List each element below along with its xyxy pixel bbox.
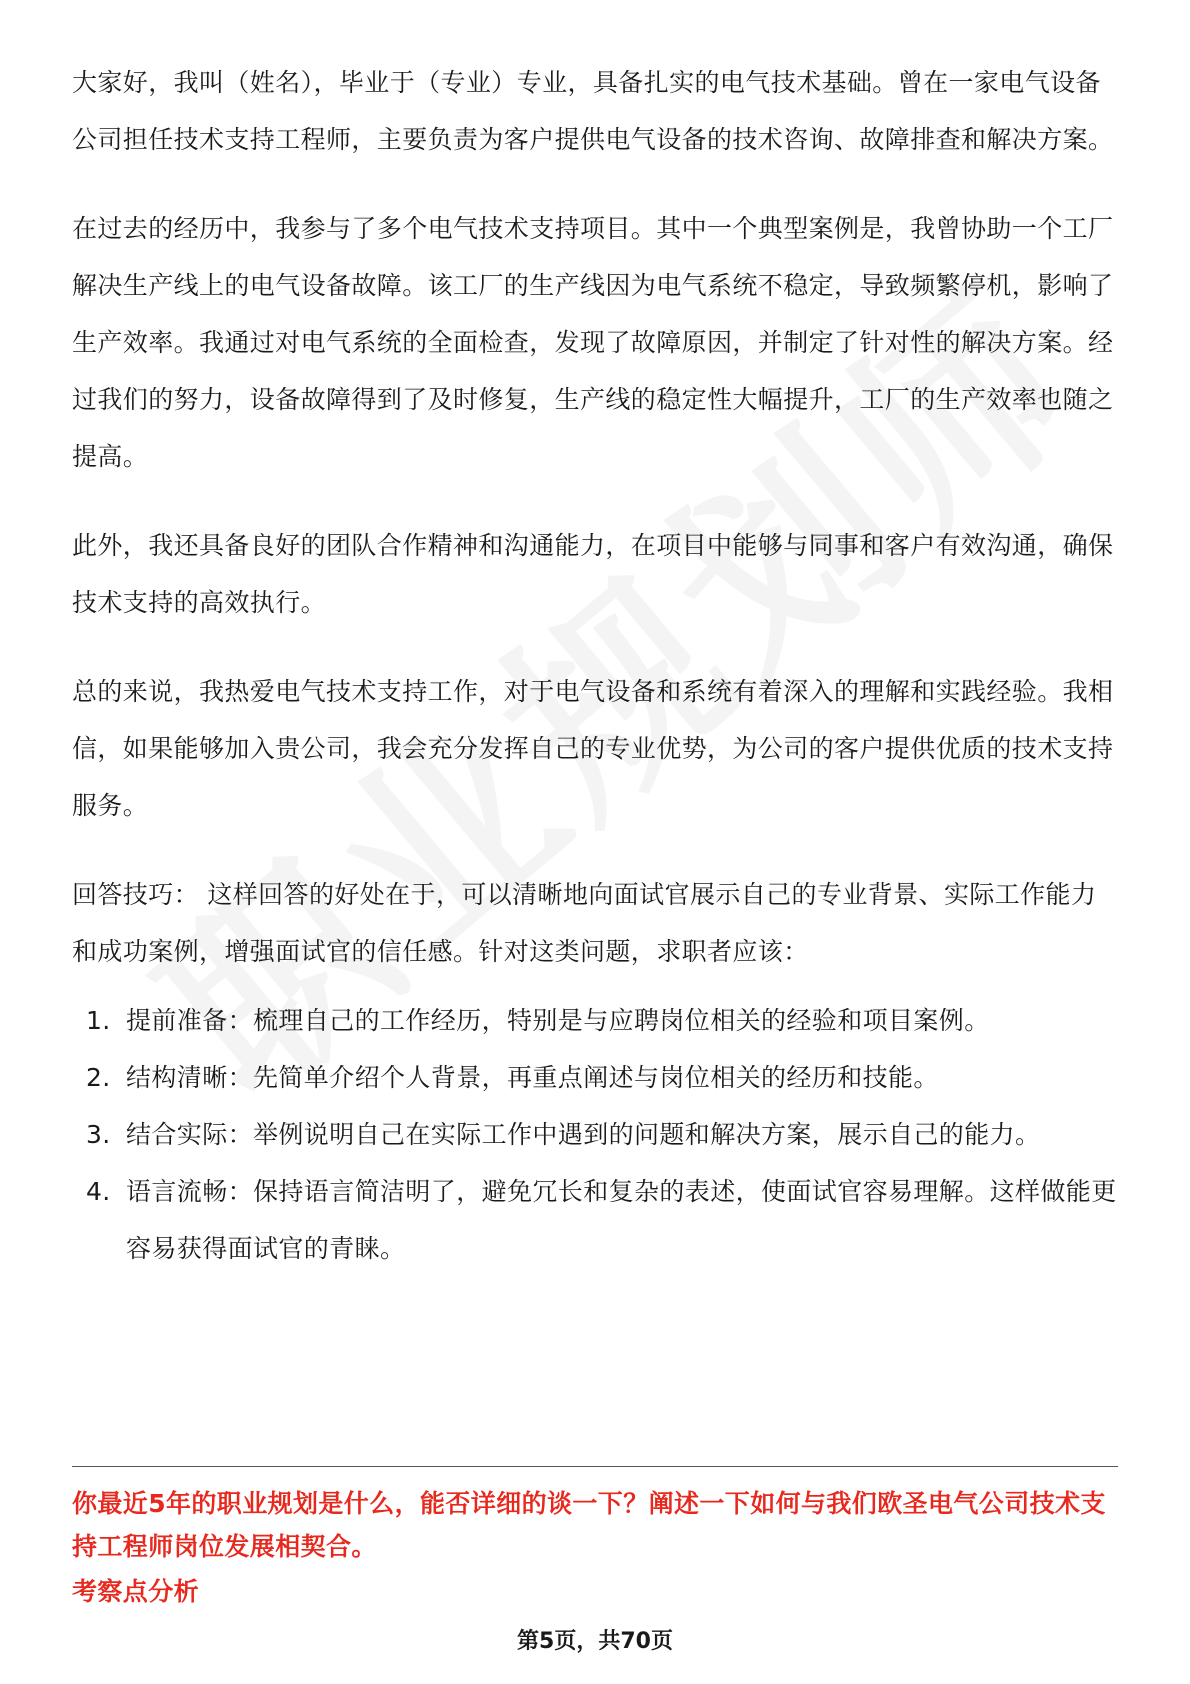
list-item [72,1106,1118,1163]
list-item [72,992,1118,1049]
paragraph-intro: 大家好，我叫（姓名），毕业于（专业）专业，具备扎实的电气技术基础。曾在一家电气设备公司担任技术支持工程师，主要负责为客户提供电气设备的技术咨询、故障排查和解决方案。 [72,68,1114,154]
list-number: 1. [86,1006,111,1035]
list-item [72,1163,1118,1277]
list-item [72,1049,1118,1106]
interview-question: 你最近5年的职业规划是什么，能否详细的谈一下？阐述一下如何与我们欧圣电气公司技术支持工程师岗位发展相契合。 [72,1489,1106,1561]
section-divider [72,1466,1118,1467]
list-text: 结构清晰：先简单介绍个人背景，再重点阐述与岗位相关的经历和技能。 [126,1063,939,1092]
section-title: 考察点分析 [72,1577,200,1606]
list-text: 结合实际：举例说明自己在实际工作中遇到的问题和解决方案，展示自己的能力。 [126,1120,1041,1149]
paragraph-experience: 在过去的经历中，我参与了多个电气技术支持项目。其中一个典型案例是，我曾协助一个工厂解决生产线上的电气设备故障。该工厂的生产线因为电气系统不稳定，导致频繁停机，影响了生产效率。我通过对电气系统的全面检查，发现了故障原因，并制定了针对性的解决方案。经过我们的努力，设备故障得到了及时修复，生产线的稳定性大幅提升，工厂的生产效率也随之提高。 [72,214,1114,471]
list-number: 4. [86,1177,111,1206]
paragraph-teamwork: 此外，我还具备良好的团队合作精神和沟通能力，在项目中能够与同事和客户有效沟通，确保技术支持的高效执行。 [72,531,1114,617]
list-text: 提前准备：梳理自己的工作经历，特别是与应聘岗位相关的经验和项目案例。 [126,1006,990,1035]
main-content [72,54,1118,1277]
list-text: 语言流畅：保持语言简洁明了，避免冗长和复杂的表述，使面试官容易理解。这样做能更容易获得面试官的青睐。 [126,1177,1117,1263]
list-number: 3. [86,1120,111,1149]
list-number: 2. [86,1063,111,1092]
page-number: 第5页，共70页 [517,1629,673,1654]
paragraph-tips-intro: 回答技巧： 这样回答的好处在于，可以清晰地向面试官展示自己的专业背景、实际工作能力和成功案例，增强面试官的信任感。针对这类问题，求职者应该： [72,880,1097,966]
tips-list [72,992,1118,1277]
paragraph-summary: 总的来说，我热爱电气技术支持工作，对于电气设备和系统有着深入的理解和实践经验。我相信，如果能够加入贵公司，我会充分发挥自己的专业优势，为公司的客户提供优质的技术支持服务。 [72,677,1114,820]
